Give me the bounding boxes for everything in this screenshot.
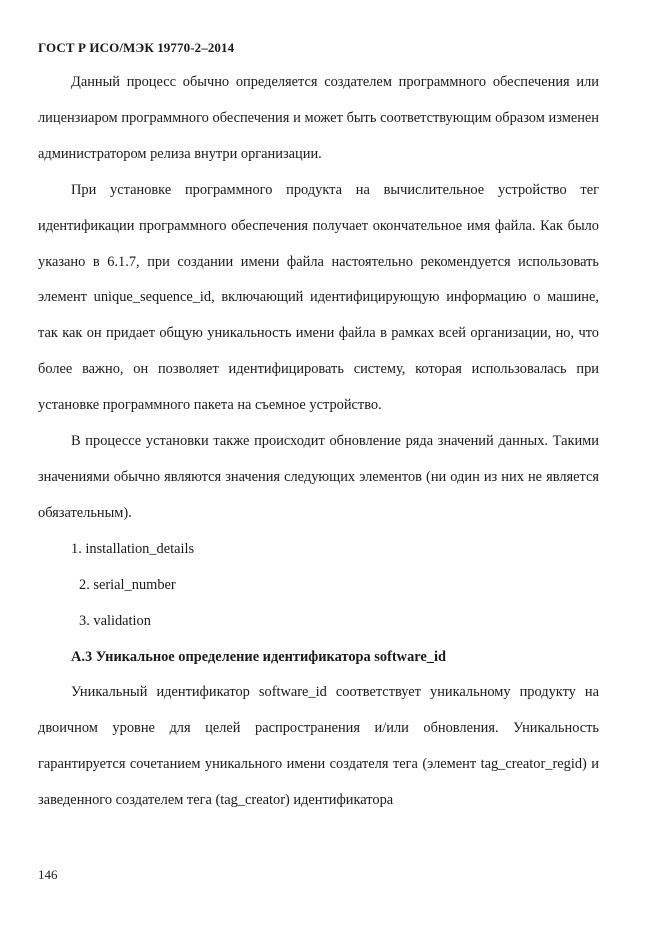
list-item-serial-number: 2. serial_number xyxy=(79,576,176,593)
paragraph-installation-updates: В процессе установки также происходит обновление ряда значений данных. Такими значениями обычно являются значения следующих элементов (ни один из них не является обязательным). xyxy=(38,433,599,521)
paragraph-installation-filename: При установке программного продукта на вычислительное устройство тег идентификации программного обеспечения получает окончательное имя файла. Как было указано в 6.1.7, при создании имени файла настоятельно рекомендуется использовать элемент unique_sequence_id, включающий идентифицирующую информацию о машине, так как он придает общую уникальность имени файла в рамках всей организации, но, что более важно, он позволяет идентифицировать систему, которая использовалась при установке программного пакета на съемное устройство. xyxy=(38,181,599,414)
document-header: ГОСТ Р ИСО/МЭК 19770-2–2014 xyxy=(38,40,235,55)
paragraph-release-process: Данный процесс обычно определяется создателем программного обеспечения или лицензиаром программного обеспечения и может быть соответствующим образом изменен администратором релиза внутри организации. xyxy=(38,74,599,162)
section-heading: A.3 Уникальное определение идентификатора software_id xyxy=(71,648,446,665)
paragraph-software-id: Уникальный идентификатор software_id соответствует уникальному продукту на двоичном уровне для целей распространения и/или обновления. Уникальность гарантируется сочетанием уникального имени создателя тега (элемент tag_creator_regid) и заведенного создателем тега (tag_creator) идентификатора xyxy=(38,684,599,809)
list-item-validation: 3. validation xyxy=(79,612,151,629)
list-item-installation-details: 1. installation_details xyxy=(71,540,195,557)
document-body xyxy=(38,65,599,819)
page-number: 146 xyxy=(38,867,58,882)
